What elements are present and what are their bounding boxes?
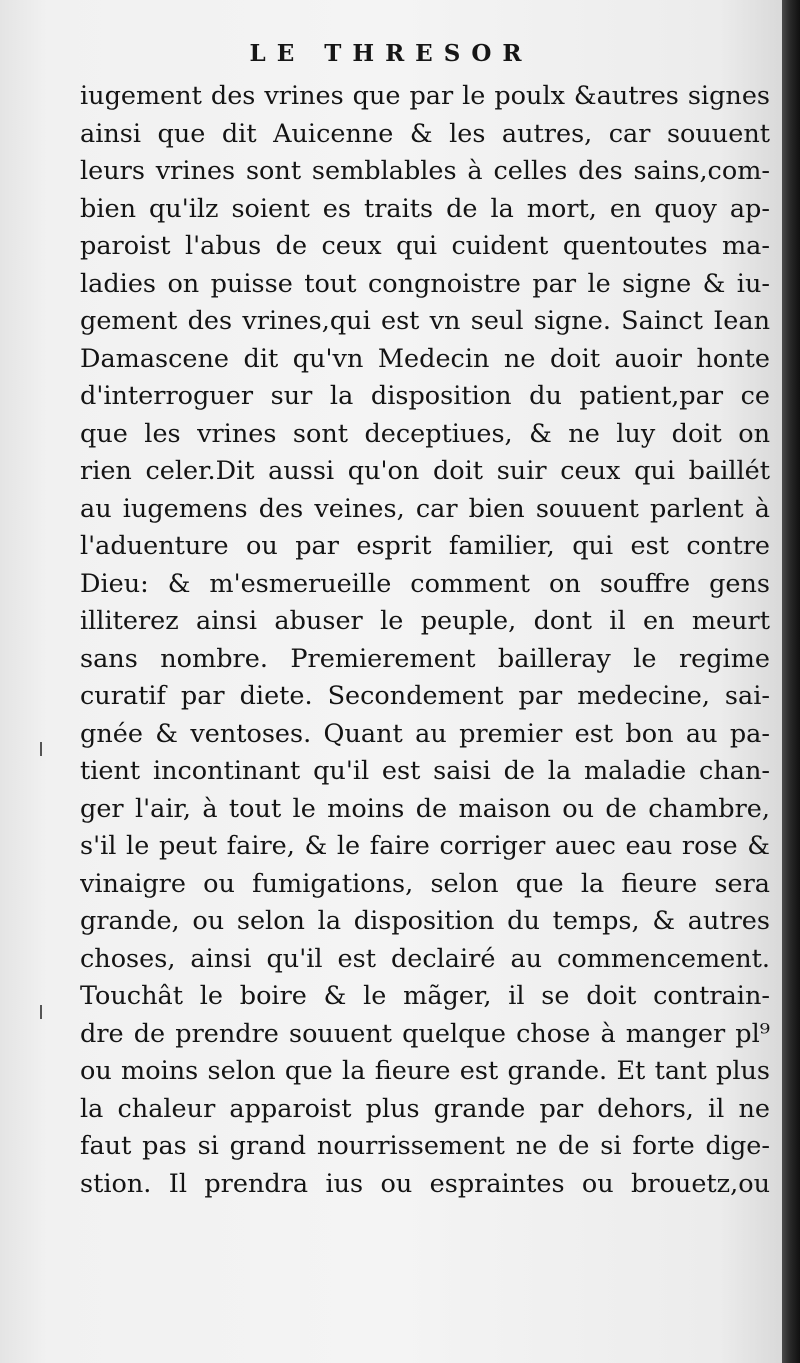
book-spine-shadow <box>782 0 800 1363</box>
text-line: paroist l'abus de ceux qui cuident quentoutes ma- <box>80 231 770 261</box>
text-line: gement des vrines,qui est vn seul signe. Sainct Iean <box>80 306 770 336</box>
text-line: vinaigre ou fumigations, selon que la fieure sera <box>80 868 770 899</box>
text-line: s'il le peut faire, & le faire corriger auec eau rose & <box>80 831 770 861</box>
text-line: illiterez ainsi abuser le peuple, dont il en meurt <box>80 606 770 636</box>
text-line: Dieu: & m'esmerueille comment on souffre gens <box>80 568 770 599</box>
text-line: d'interroguer sur la disposition du patient,par ce <box>80 381 770 411</box>
margin-mark <box>40 1005 42 1019</box>
text-line: curatif par diete. Secondement par medecine, sai- <box>80 681 770 711</box>
text-line: la chaleur apparoist plus grande par dehors, il ne <box>80 1093 770 1124</box>
text-line: rien celer.Dit aussi qu'on doit suir ceux qui baillét <box>80 456 770 486</box>
text-line: Damascene dit qu'vn Medecin ne doit auoir honte <box>80 343 770 374</box>
text-line: que les vrines sont deceptiues, & ne luy doit on <box>80 418 770 449</box>
text-line: dre de prendre souuent quelque chose à manger pl⁹ <box>80 1018 770 1049</box>
running-head: LE THRESOR <box>249 40 533 67</box>
text-line: leurs vrines sont semblables à celles des sains,com- <box>80 156 770 186</box>
text-line: sans nombre. Premierement bailleray le regime <box>80 643 770 674</box>
text-line: ladies on puisse tout congnoistre par le signe & iu- <box>80 268 770 299</box>
text-line: ou moins selon que la fieure est grande. Et tant plus <box>80 1056 770 1086</box>
body-text <box>80 78 770 1203</box>
text-line: Touchât le boire & le mãger, il se doit contrain- <box>80 981 770 1011</box>
text-line: ainsi que dit Auicenne & les autres, car souuent <box>80 118 770 149</box>
text-line: grande, ou selon la disposition du temps, & autres <box>80 906 770 936</box>
text-line: choses, ainsi qu'il est declairé au commencement. <box>80 943 770 974</box>
text-line: bien qu'ilz soient es traits de la mort, en quoy ap- <box>80 193 770 224</box>
text-line: faut pas si grand nourrissement ne de si forte dige- <box>80 1131 770 1161</box>
text-line: tient incontinant qu'il est saisi de la maladie chan- <box>80 756 770 786</box>
margin-mark <box>40 742 42 756</box>
text-line: iugement des vrines que par le poulx &autres signes <box>80 81 770 111</box>
text-line: gnée & ventoses. Quant au premier est bon au pa- <box>80 718 770 749</box>
text-line: ger l'air, à tout le moins de maison ou de chambre, <box>80 793 770 824</box>
text-line: au iugemens des veines, car bien souuent parlent à <box>80 493 770 524</box>
text-line: stion. Il prendra ius ou espraintes ou brouetz,ou <box>80 1168 770 1199</box>
text-line: l'aduenture ou par esprit familier, qui est contre <box>80 531 770 561</box>
